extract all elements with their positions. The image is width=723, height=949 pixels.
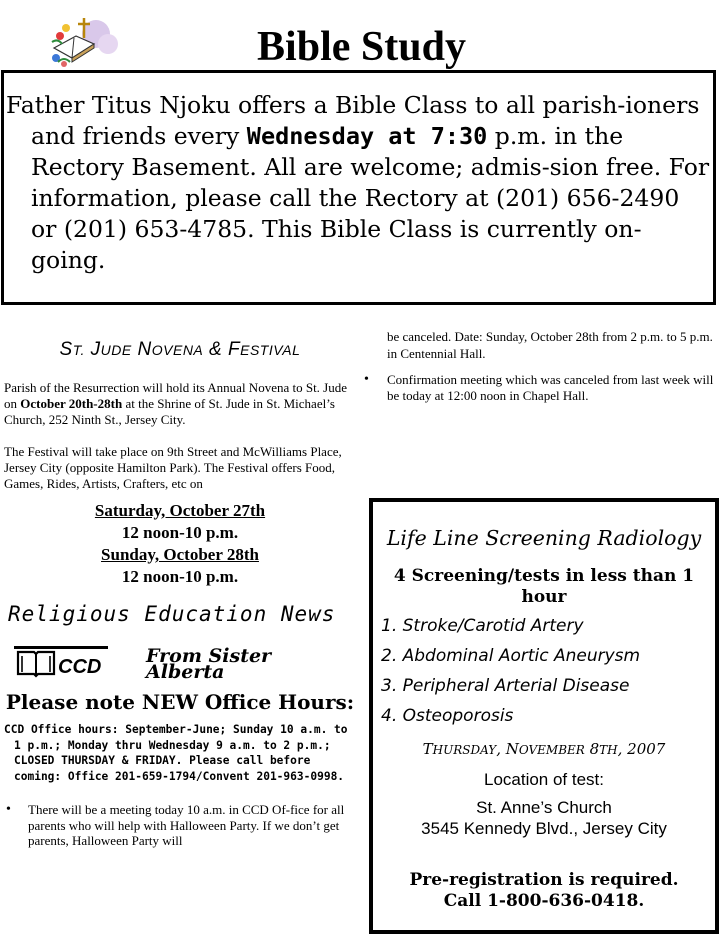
location-label: Location of test: [483,770,605,789]
life-line-subtitle: 4 Screening/tests in less than 1 hour [393,566,695,607]
confirmation-meeting-item: • Confirmation meeting which was canceled from last week will be today at 12:00 noon in Chapel Hall. [362,372,714,403]
church-name: St. Anne’s Church [476,798,612,817]
festival-paragraph: The Festival will take place on 9th Street and McWilliams Place, Jersey City (opposite Hamilton Park). The Festival offers Food, Games, Rides, Artists, Crafters, etc on [4,444,342,491]
page-title: Bible Study [257,24,466,70]
left-column [4,330,356,849]
screening-list [381,616,640,736]
office-hours-text: CCD Office hours: September-June; Sunday 10 a.m. to 1 p.m.; Monday thru Wednesday 9 a.m. to 2 p.m.; CLOSED THURSDAY & FRIDAY. Please call before coming: Office 201-659-1794/Convent 201-963-0998. [4,723,348,783]
right-column [362,328,714,403]
screening-item: 4. Osteoporosis [381,706,514,726]
halloween-meeting-item: • There will be a meeting today 10 a.m. in CCD Of-fice for all parents who will help with Halloween Party. If we don’t get parents, Halloween Party will [4,802,356,849]
ccd-label: CCD [58,656,102,678]
phone-number: Call 1-800-636-0418. [443,891,645,911]
screening-date: THURSDAY, NOVEMBER 8TH, 2007 [422,740,666,758]
screening-item: 2. Abdominal Aortic Aneurysm [381,646,641,666]
registration-info [373,870,715,912]
class-time: Wednesday at 7:30 [246,122,488,150]
festival-day-2: Sunday, October 28th [101,545,259,564]
intro-text: Father Titus Njoku offers a Bible Class to all parish-ioners and friends every Wednesday at 7:30 p.m. in the Rectory Basement. All are welcome; admis-sion free. For information, please call the Rectory at (201) 656-2490 or (201) 653-4785. This Bible Class is currently on-going. [6,91,710,274]
festival-schedule [4,500,356,588]
jude-paragraph: Parish of the Resurrection will hold its Annual Novena to St. Jude on October 20th-28th at the Shrine of St. Jude in St. Michael’s Church, 252 Ninth St., Jersey City. [4,380,348,427]
life-line-title: Life Line Screening Radiology [386,526,702,550]
from-sister-alberta: From Sister Alberta [146,645,272,683]
religious-ed-heading: Religious Education News [8,602,336,626]
screening-item: 3. Peripheral Arterial Disease [381,676,630,696]
life-line-box [369,498,719,934]
location-address [373,797,715,839]
festival-time-1: 12 noon-10 p.m. [121,523,239,542]
ccd-logo-icon [14,644,110,678]
jude-heading: ST. JUDE NOVENA & FESTIVAL [59,339,301,360]
screening-item: 1. Stroke/Carotid Artery [381,616,584,636]
street-address: 3545 Kennedy Blvd., Jersey City [421,819,667,838]
festival-day-1: Saturday, October 27th [94,501,266,520]
office-hours-heading: Please note NEW Office Hours: [5,690,355,714]
halloween-meeting-continued: be canceled. Date: Sunday, October 28th from 2 p.m. to 5 p.m. in Centennial Hall. [387,329,713,361]
prereg-note: Pre-registration is required. [409,870,679,890]
festival-time-2: 12 noon-10 p.m. [121,567,239,586]
